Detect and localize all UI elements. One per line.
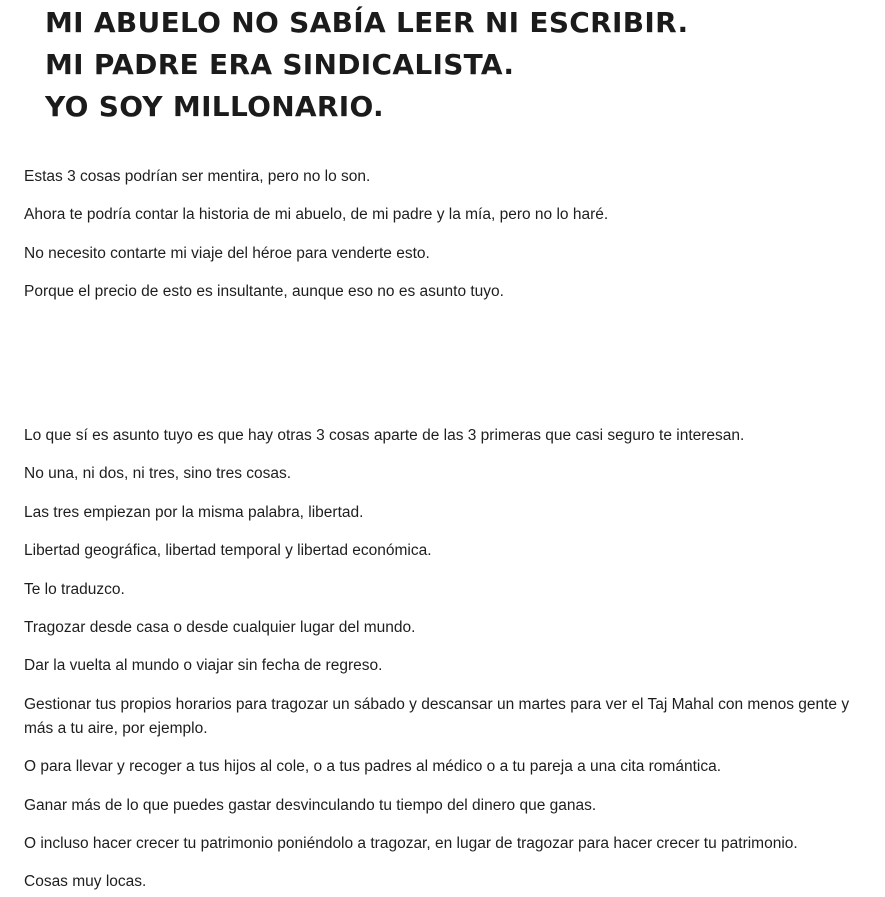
headline [45, 2, 688, 128]
body-paragraph-12: Cosas muy locas. [24, 873, 147, 890]
intro-paragraph-4: Porque el precio de esto es insultante, aunque eso no es asunto tuyo. [24, 283, 504, 300]
body-paragraph-8: Gestionar tus propios horarios para tragozar un sábado y descansar un martes para ver el Taj Mahal con menos gente y más a tu aire, por ejemplo. [24, 696, 850, 737]
body-paragraph-6: Tragozar desde casa o desde cualquier lugar del mundo. [24, 619, 416, 636]
body-paragraph-1: Lo que sí es asunto tuyo es que hay otras 3 cosas aparte de las 3 primeras que casi seguro te interesan. [24, 427, 745, 444]
headline-line-3: YO SOY MILLONARIO. [45, 90, 384, 123]
intro-paragraph-2: Ahora te podría contar la historia de mi abuelo, de mi padre y la mía, pero no lo haré. [24, 206, 609, 223]
body-paragraph-10: Ganar más de lo que puedes gastar desvinculando tu tiempo del dinero que ganas. [24, 797, 597, 814]
body-paragraph-7: Dar la vuelta al mundo o viajar sin fecha de regreso. [24, 657, 383, 674]
body-paragraph-2: No una, ni dos, ni tres, sino tres cosas. [24, 465, 292, 482]
body-paragraph-4: Libertad geográfica, libertad temporal y libertad económica. [24, 542, 432, 559]
body-paragraph-5: Te lo traduzco. [24, 581, 125, 598]
intro-paragraph-3: No necesito contarte mi viaje del héroe para venderte esto. [24, 245, 430, 262]
body-paragraph-3: Las tres empiezan por la misma palabra, libertad. [24, 504, 364, 521]
body-paragraph-9: O para llevar y recoger a tus hijos al cole, o a tus padres al médico o a tu pareja a una cita romántica. [24, 758, 722, 775]
intro-paragraph-1: Estas 3 cosas podrían ser mentira, pero no lo son. [24, 168, 371, 185]
headline-line-1: MI ABUELO NO SABÍA LEER NI ESCRIBIR. [45, 6, 689, 39]
body-paragraph-11: O incluso hacer crecer tu patrimonio poniéndolo a tragozar, en lugar de tragozar para hacer crecer tu patrimonio. [24, 835, 798, 852]
headline-line-2: MI PADRE ERA SINDICALISTA. [45, 48, 515, 81]
